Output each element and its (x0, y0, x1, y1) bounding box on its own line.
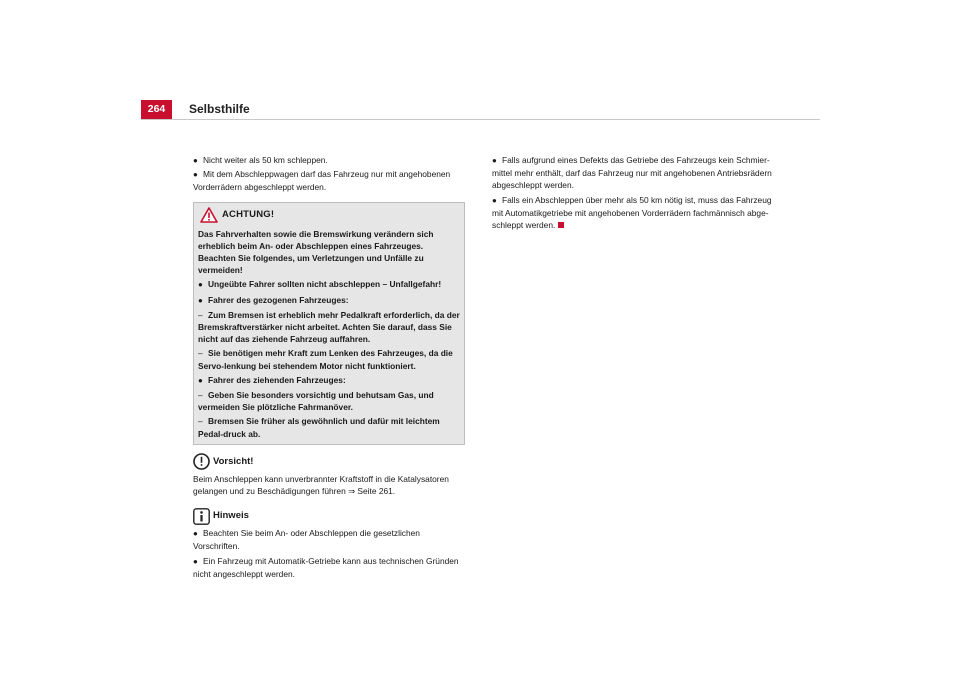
warning-intro: Das Fahrverhalten sowie die Bremswirkung verändern sich erheblich beim An- oder Abschleppen eines Fahrzeuges. Beachten Sie folgendes, um Verletzungen und Unfälle zu vermeiden! (198, 228, 434, 276)
list-item: – Zum Bremsen ist erheblich mehr Pedalkraft erforderlich, da der Bremskraftverstärker nicht arbeitet. Achten Sie darauf, dass Sie nicht auf das ziehende Fahrzeug auffahren. (198, 309, 460, 345)
page-number: 264 (141, 100, 172, 119)
list-item: ● Mit dem Abschleppwagen darf das Fahrzeug nur mit angehobenen Vorderrädern abgeschleppt werden. (193, 169, 451, 193)
section-title: Selbsthilfe (189, 102, 250, 116)
note-title: Hinweis (213, 510, 249, 522)
warning-heading (200, 207, 460, 223)
info-note-icon (193, 508, 210, 525)
bullet-icon: ● (198, 375, 203, 385)
caution-title: Vorsicht! (213, 455, 254, 467)
list-item: ● Fahrer des gezogenen Fahrzeuges: (198, 294, 460, 307)
dash-icon: – (198, 416, 203, 427)
left-column (193, 154, 465, 581)
list-item: – Geben Sie besonders vorsichtig und behutsam Gas, und vermeiden Sie plötzliche Fahrmanöver. (198, 390, 434, 413)
list-item: ● Nicht weiter als 50 km schleppen. (193, 154, 465, 167)
dash-icon: – (198, 348, 203, 359)
list-item: ● Ungeübte Fahrer sollten nicht abschleppen – Unfallgefahr! (198, 278, 460, 291)
bullet-icon: ● (193, 529, 198, 539)
list-item: – Sie benötigen mehr Kraft zum Lenken des Fahrzeuges, da die Servo-lenkung bei stehendem Motor nicht funktioniert. (198, 348, 453, 371)
list-item: ● Beachten Sie beim An- oder Abschleppen die gesetzlichen Vorschriften. (193, 528, 420, 552)
bullet-icon: ● (492, 195, 497, 205)
dash-icon: – (198, 309, 203, 320)
end-of-section-icon (558, 222, 564, 228)
warning-box (193, 202, 465, 445)
bullet-icon: ● (198, 280, 203, 290)
warning-triangle-icon (200, 207, 218, 223)
note-heading (193, 507, 465, 525)
bullet-icon: ● (198, 295, 203, 305)
caution-heading (193, 453, 465, 471)
bullet-icon: ● (193, 556, 198, 566)
warning-title: ACHTUNG! (222, 208, 275, 220)
dash-icon: – (198, 390, 203, 401)
list-item: ● Ein Fahrzeug mit Automatik-Getriebe kann aus technischen Gründen nicht angeschleppt werden. (193, 555, 459, 579)
caution-text: Beim Anschleppen kann unverbrannter Kraftstoff in die Katalysatoren gelangen und zu Beschädigungen führen ⇒ Seite 261. (193, 473, 449, 497)
list-item: ● Falls ein Abschleppen über mehr als 50 km nötig ist, muss das Fahrzeug mit Automatikgetriebe mit angehobenen Vorderrädern fachmännisch abge-schleppt werden. (492, 194, 772, 231)
bullet-icon: ● (193, 156, 198, 165)
bullet-icon: ● (193, 170, 198, 180)
list-item: ● Falls aufgrund eines Defekts das Getriebe des Fahrzeugs kein Schmier-mittel mehr enthält, darf das Fahrzeug nur mit angehobenen Antriebsrädern abgeschleppt werden. (492, 155, 772, 191)
bullet-icon: ● (492, 156, 497, 165)
right-column (492, 154, 772, 232)
exclamation-circle-icon (193, 453, 210, 470)
list-item: – Bremsen Sie früher als gewöhnlich und dafür mit leichtem Pedal-druck ab. (198, 416, 440, 439)
list-item: ● Fahrer des ziehenden Fahrzeuges: (198, 374, 460, 387)
page-header (141, 100, 820, 120)
